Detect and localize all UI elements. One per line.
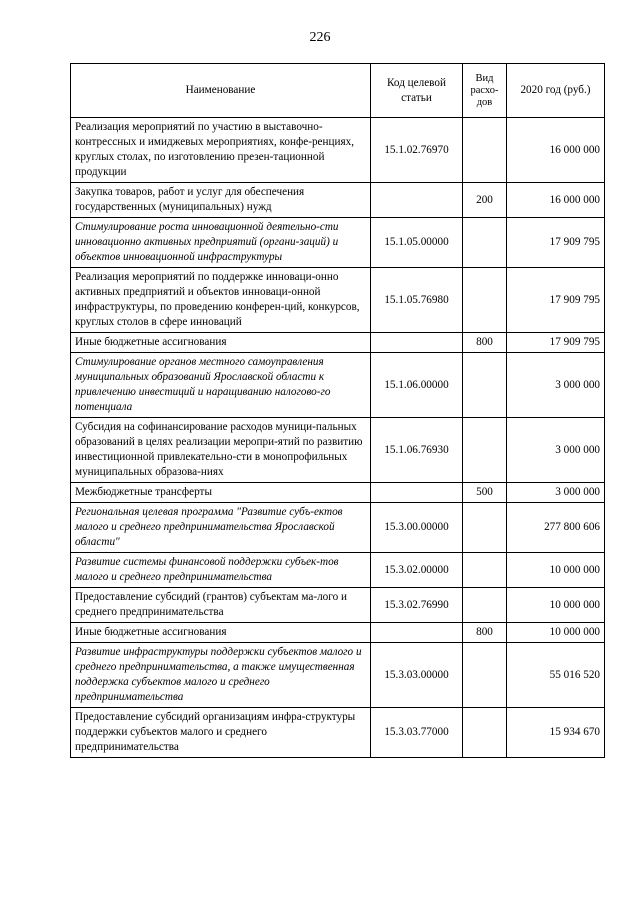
table-row [71, 503, 605, 553]
row-name-cell: Реализация мероприятий по поддержке инноваци-онно активных предприятий и объектов инноваци-онной инфраструктуры, по проведению конферен-ций, конкурсов, круглых столов в сфере инноваций [71, 268, 371, 333]
table-row [71, 623, 605, 643]
row-type-cell: 500 [463, 483, 507, 503]
table-row [71, 353, 605, 418]
table-row [71, 708, 605, 758]
header-name: Наименование [71, 64, 371, 118]
row-code-cell: 15.3.03.77000 [371, 708, 463, 758]
row-amount-cell: 15 934 670 [507, 708, 605, 758]
row-code-cell [371, 333, 463, 353]
table-row [71, 418, 605, 483]
row-type-cell [463, 218, 507, 268]
row-code-cell: 15.1.02.76970 [371, 118, 463, 183]
row-name-cell: Субсидия на софинансирование расходов муници-пальных образований в целях реализации меропри-ятий по развитию инвестиционной привлекательно-сти в монопрофильных муниципальных образова-ниях [71, 418, 371, 483]
table-row [71, 333, 605, 353]
header-amount: 2020 год (руб.) [507, 64, 605, 118]
row-amount-cell: 55 016 520 [507, 643, 605, 708]
row-type-cell [463, 118, 507, 183]
row-type-cell [463, 708, 507, 758]
row-type-cell [463, 553, 507, 588]
table-row [71, 588, 605, 623]
table-row [71, 218, 605, 268]
row-name-cell: Реализация мероприятий по участию в выставочно-контрессных и имиджевых мероприятиях, конфе-ренциях, круглых столах, по изготовлению презен-тационной продукции [71, 118, 371, 183]
table-row [71, 118, 605, 183]
row-type-cell: 800 [463, 623, 507, 643]
row-amount-cell: 17 909 795 [507, 218, 605, 268]
row-name-cell: Стимулирование роста инновационной деятельно-сти инновационно активных предприятий (органи-заций) и объектов инновационной инфраструктуры [71, 218, 371, 268]
header-type: Вид расхо-дов [463, 64, 507, 118]
row-amount-cell: 3 000 000 [507, 353, 605, 418]
row-name-cell: Иные бюджетные ассигнования [71, 623, 371, 643]
row-type-cell [463, 353, 507, 418]
row-name-cell: Предоставление субсидий (грантов) субъектам ма-лого и среднего предпринимательства [71, 588, 371, 623]
row-amount-cell: 17 909 795 [507, 333, 605, 353]
table-row [71, 553, 605, 588]
table-row [71, 183, 605, 218]
row-amount-cell: 10 000 000 [507, 623, 605, 643]
row-type-cell: 800 [463, 333, 507, 353]
row-name-cell: Развитие инфраструктуры поддержки субъектов малого и среднего предпринимательства, а также имущественная поддержка субъектов малого и среднего предпринимательства [71, 643, 371, 708]
row-amount-cell: 17 909 795 [507, 268, 605, 333]
header-code: Код целевой статьи [371, 64, 463, 118]
table-row [71, 268, 605, 333]
row-name-cell: Иные бюджетные ассигнования [71, 333, 371, 353]
table-row [71, 643, 605, 708]
row-code-cell: 15.1.05.00000 [371, 218, 463, 268]
row-code-cell: 15.3.02.00000 [371, 553, 463, 588]
row-amount-cell: 10 000 000 [507, 553, 605, 588]
row-code-cell: 15.3.03.00000 [371, 643, 463, 708]
row-name-cell: Закупка товаров, работ и услуг для обеспечения государственных (муниципальных) нужд [71, 183, 371, 218]
row-amount-cell: 16 000 000 [507, 183, 605, 218]
row-name-cell: Развитие системы финансовой поддержки субъек-тов малого и среднего предпринимательства [71, 553, 371, 588]
row-name-cell: Межбюджетные трансферты [71, 483, 371, 503]
row-code-cell [371, 183, 463, 218]
row-code-cell: 15.1.06.76930 [371, 418, 463, 483]
row-amount-cell: 3 000 000 [507, 418, 605, 483]
row-code-cell: 15.3.02.76990 [371, 588, 463, 623]
row-code-cell: 15.3.00.00000 [371, 503, 463, 553]
row-type-cell [463, 418, 507, 483]
row-code-cell [371, 483, 463, 503]
row-amount-cell: 16 000 000 [507, 118, 605, 183]
row-amount-cell: 277 800 606 [507, 503, 605, 553]
row-code-cell: 15.1.06.00000 [371, 353, 463, 418]
page-number: 226 [309, 30, 331, 45]
row-type-cell [463, 503, 507, 553]
row-amount-cell: 10 000 000 [507, 588, 605, 623]
row-amount-cell: 3 000 000 [507, 483, 605, 503]
row-code-cell [371, 623, 463, 643]
row-type-cell: 200 [463, 183, 507, 218]
row-name-cell: Стимулирование органов местного самоуправления муниципальных образований Ярославской области к привлечению инвестиций и наращиванию налогово-го потенциала [71, 353, 371, 418]
row-type-cell [463, 268, 507, 333]
table-header-row [71, 64, 605, 118]
row-type-cell [463, 588, 507, 623]
row-name-cell: Предоставление субсидий организациям инфра-структуры поддержки субъектов малого и среднего предпринимательства [71, 708, 371, 758]
table-row [71, 483, 605, 503]
row-type-cell [463, 643, 507, 708]
budget-table [70, 63, 605, 758]
row-code-cell: 15.1.05.76980 [371, 268, 463, 333]
row-name-cell: Региональная целевая программа "Развитие субъ-ектов малого и среднего предпринимательства Ярославской области" [71, 503, 371, 553]
